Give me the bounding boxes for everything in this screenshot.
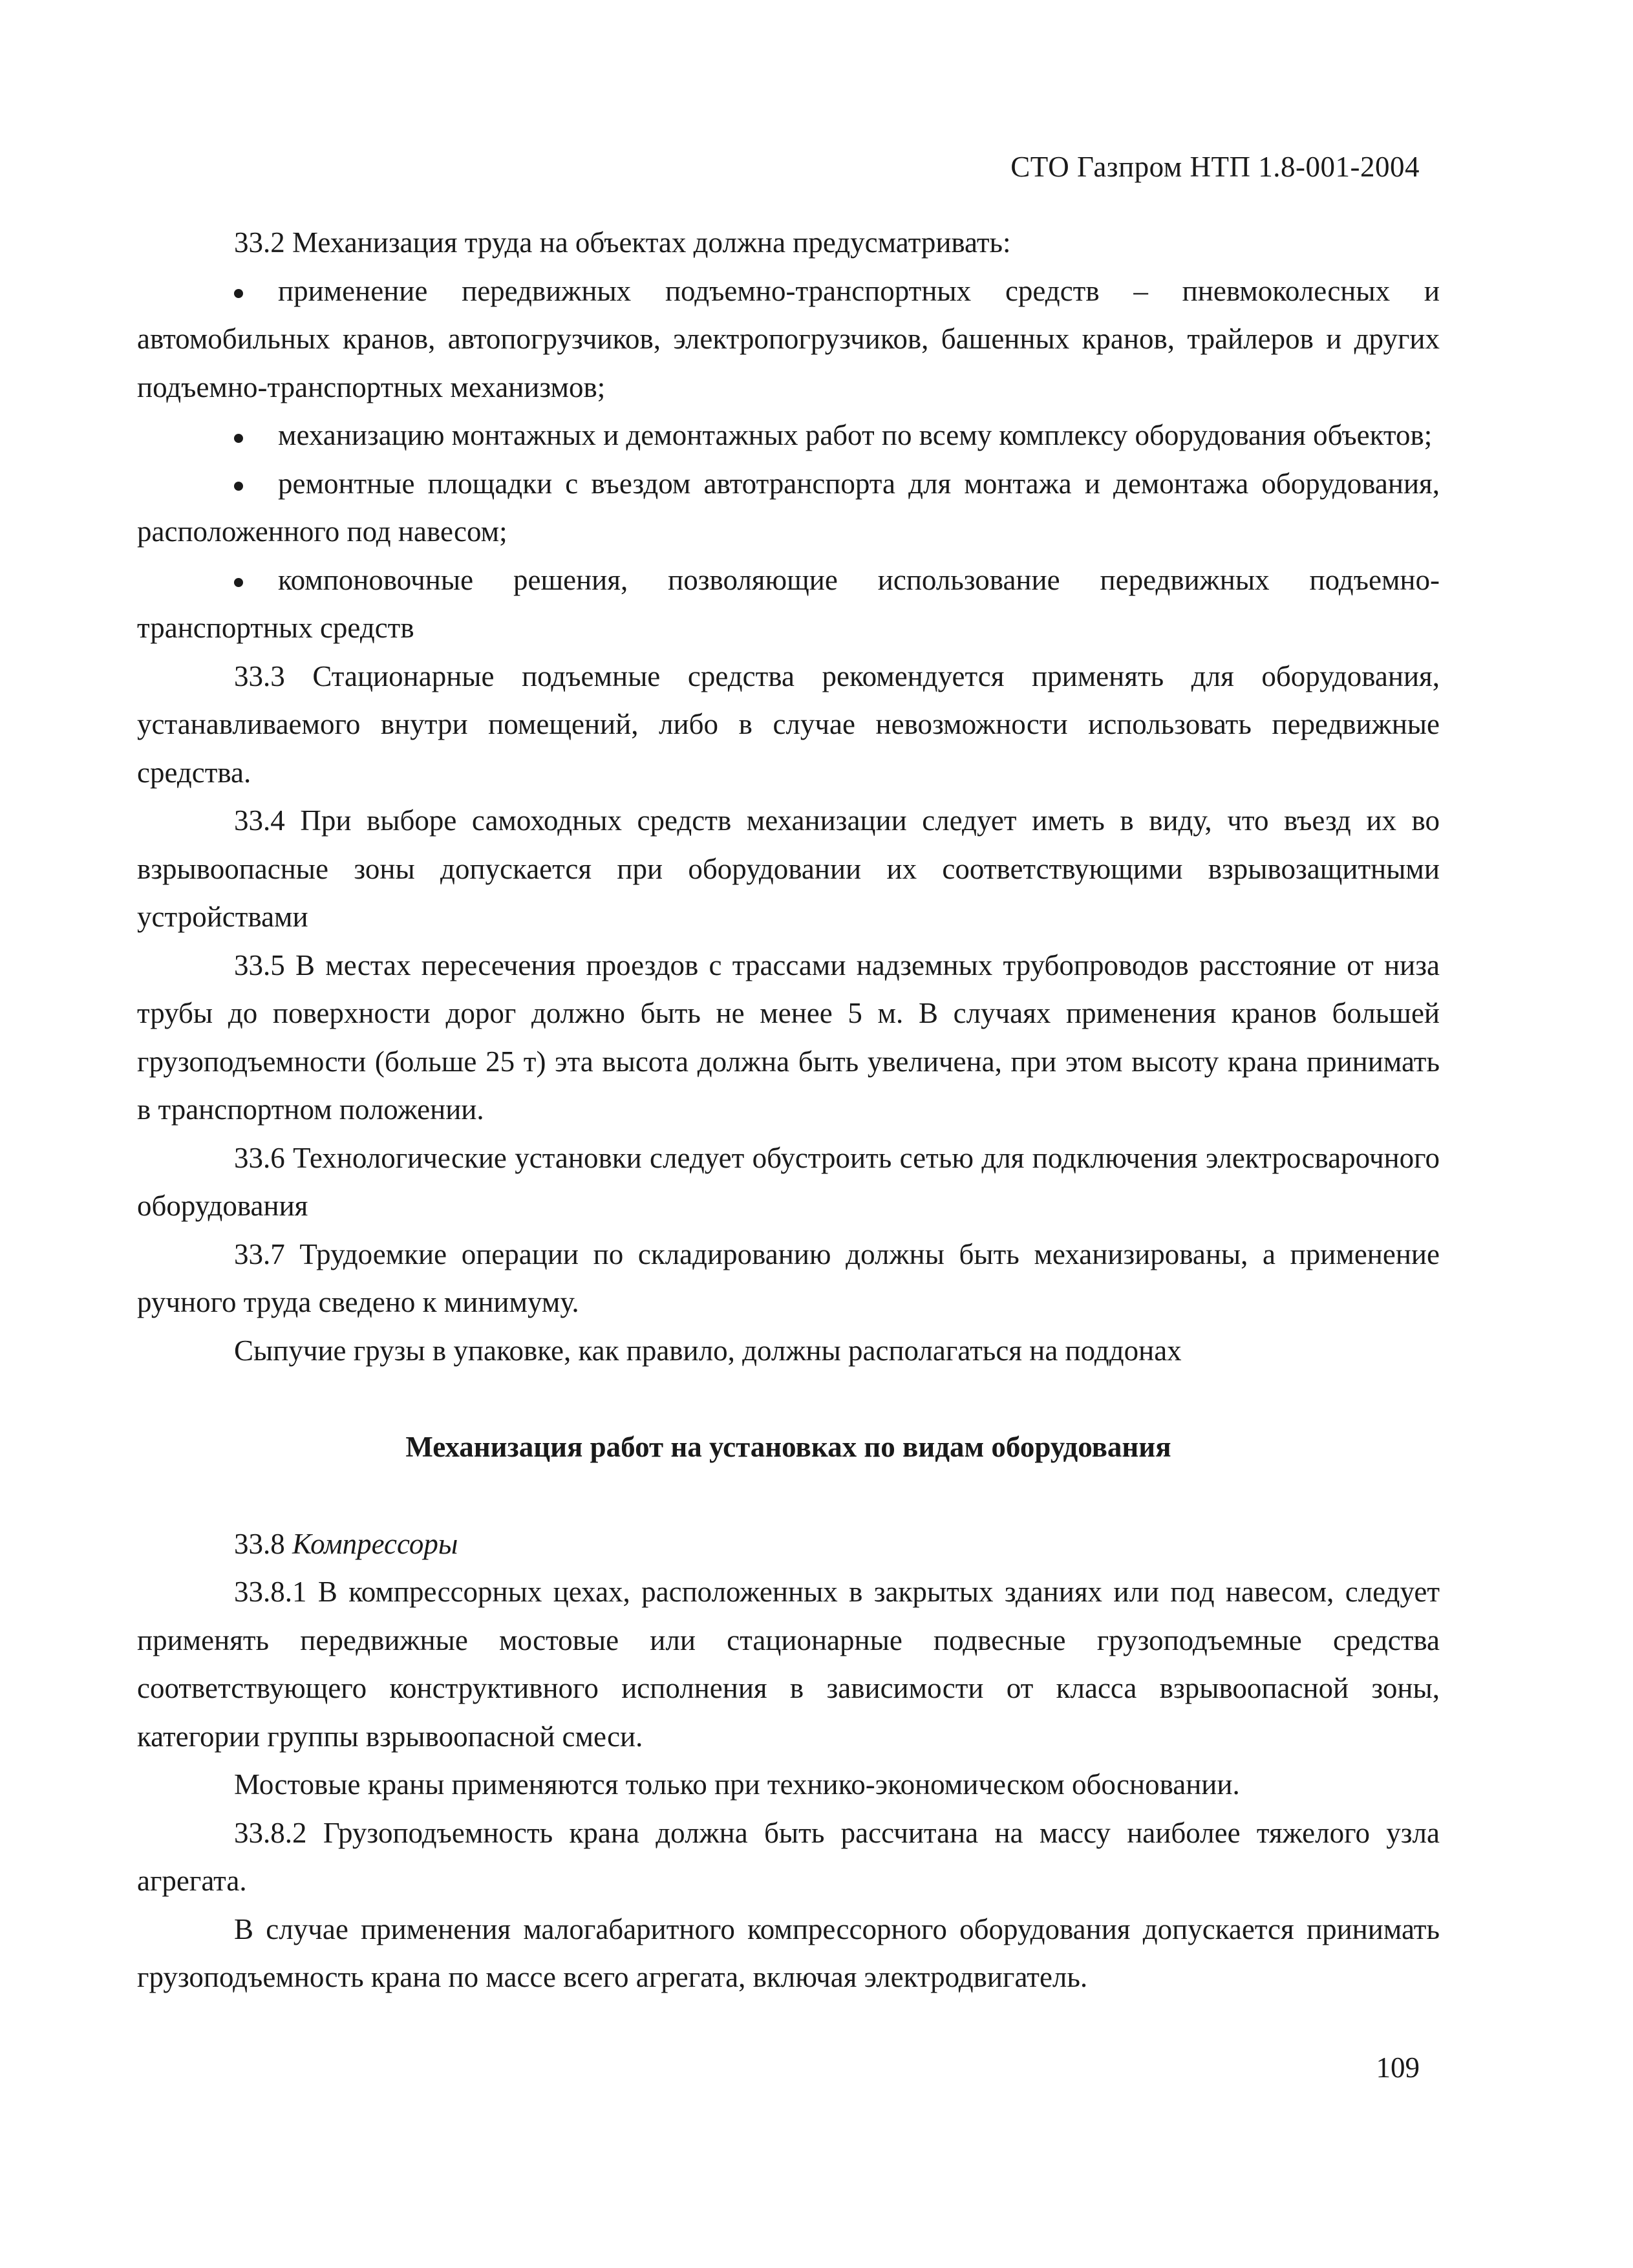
paragraph-small-equipment: В случае применения малогабаритного компрессорного оборудования допускается принимать грузоподъемность крана по массе всего агрегата, включая электродвигатель. — [137, 1912, 1440, 1993]
paragraph-33-7: 33.7 Трудоемкие операции по складированию должны быть механизированы, а применение ручного труда сведено к минимуму. — [137, 1237, 1440, 1318]
bullet-text: ремонтные площадки с въездом автотранспорта для монтажа и демонтажа оборудования, расположенного под навесом; — [137, 467, 1440, 548]
bullet-icon — [234, 289, 243, 298]
paragraph-33-2: 33.2 Механизация труда на объектах должна предусматривать: — [234, 226, 1011, 259]
paragraph-bulk-cargo: Сыпучие грузы в упаковке, как правило, должны располагаться на поддонах — [234, 1334, 1182, 1367]
page-number: 109 — [1376, 2051, 1420, 2084]
bullet-item — [137, 267, 1440, 412]
paragraph-33-3: 33.3 Стационарные подъемные средства рекомендуется применять для оборудования, устанавливаемого внутри помещений, либо в случае невозможности использовать передвижные средства. — [137, 659, 1440, 789]
section-title: Компрессоры — [292, 1527, 458, 1560]
paragraph-33-5: 33.5 В местах пересечения проездов с трассами надземных трубопроводов расстояние от низа трубы до поверхности дорог должно быть не менее 5 м. В случаях применения кранов большей грузоподъемности (больше 25 т) эта высота должна быть увеличена, при этом высоту крана принимать в транспортном положении. — [137, 948, 1440, 1126]
bullet-text: механизацию монтажных и демонтажных работ по всему комплексу оборудования объектов; — [278, 419, 1433, 451]
bullet-icon — [234, 578, 243, 587]
paragraph-33-4: 33.4 При выборе самоходных средств механизации следует иметь в виду, что въезд их во взрывоопасные зоны допускается при оборудовании их соответствующими взрывозащитными устройствами — [137, 804, 1440, 933]
paragraph-33-8-1: 33.8.1 В компрессорных цехах, расположенных в закрытых зданиях или под навесом, следует применять передвижные мостовые или стационарные подвесные грузоподъемные средства соответствующего конструктивного исполнения в зависимости от класса взрывоопасной зоны, категории группы взрывоопасной смеси. — [137, 1576, 1440, 1753]
bullet-item — [137, 556, 1440, 652]
paragraph-bridge-cranes: Мостовые краны применяются только при технико-экономическом обосновании. — [234, 1768, 1240, 1801]
section-heading: Механизация работ на установках по видам оборудования — [405, 1431, 1171, 1463]
document-code-header: СТО Газпром НТП 1.8-001-2004 — [1010, 151, 1420, 183]
document-body — [137, 219, 1440, 2002]
bullet-item — [137, 460, 1440, 556]
paragraph-33-8-2: 33.8.2 Грузоподъемность крана должна быть рассчитана на массу наиболее тяжелого узла агрегата. — [137, 1816, 1440, 1897]
bullet-text: компоновочные решения, позволяющие использование передвижных подъемно-транспортных средств — [137, 563, 1440, 644]
paragraph-33-6: 33.6 Технологические установки следует обустроить сетью для подключения электросварочного оборудования — [137, 1141, 1440, 1222]
section-number: 33.8 — [234, 1527, 292, 1560]
bullet-text: применение передвижных подъемно-транспортных средств – пневмоколесных и автомобильных кранов, автопогрузчиков, электропогрузчиков, башенных кранов, трайлеров и других подъемно-транспортных механизмов; — [137, 274, 1440, 403]
paragraph-33-8 — [137, 1520, 1440, 1568]
bullet-icon — [234, 482, 243, 491]
bullet-icon — [234, 434, 243, 443]
bullet-item — [137, 411, 1440, 460]
